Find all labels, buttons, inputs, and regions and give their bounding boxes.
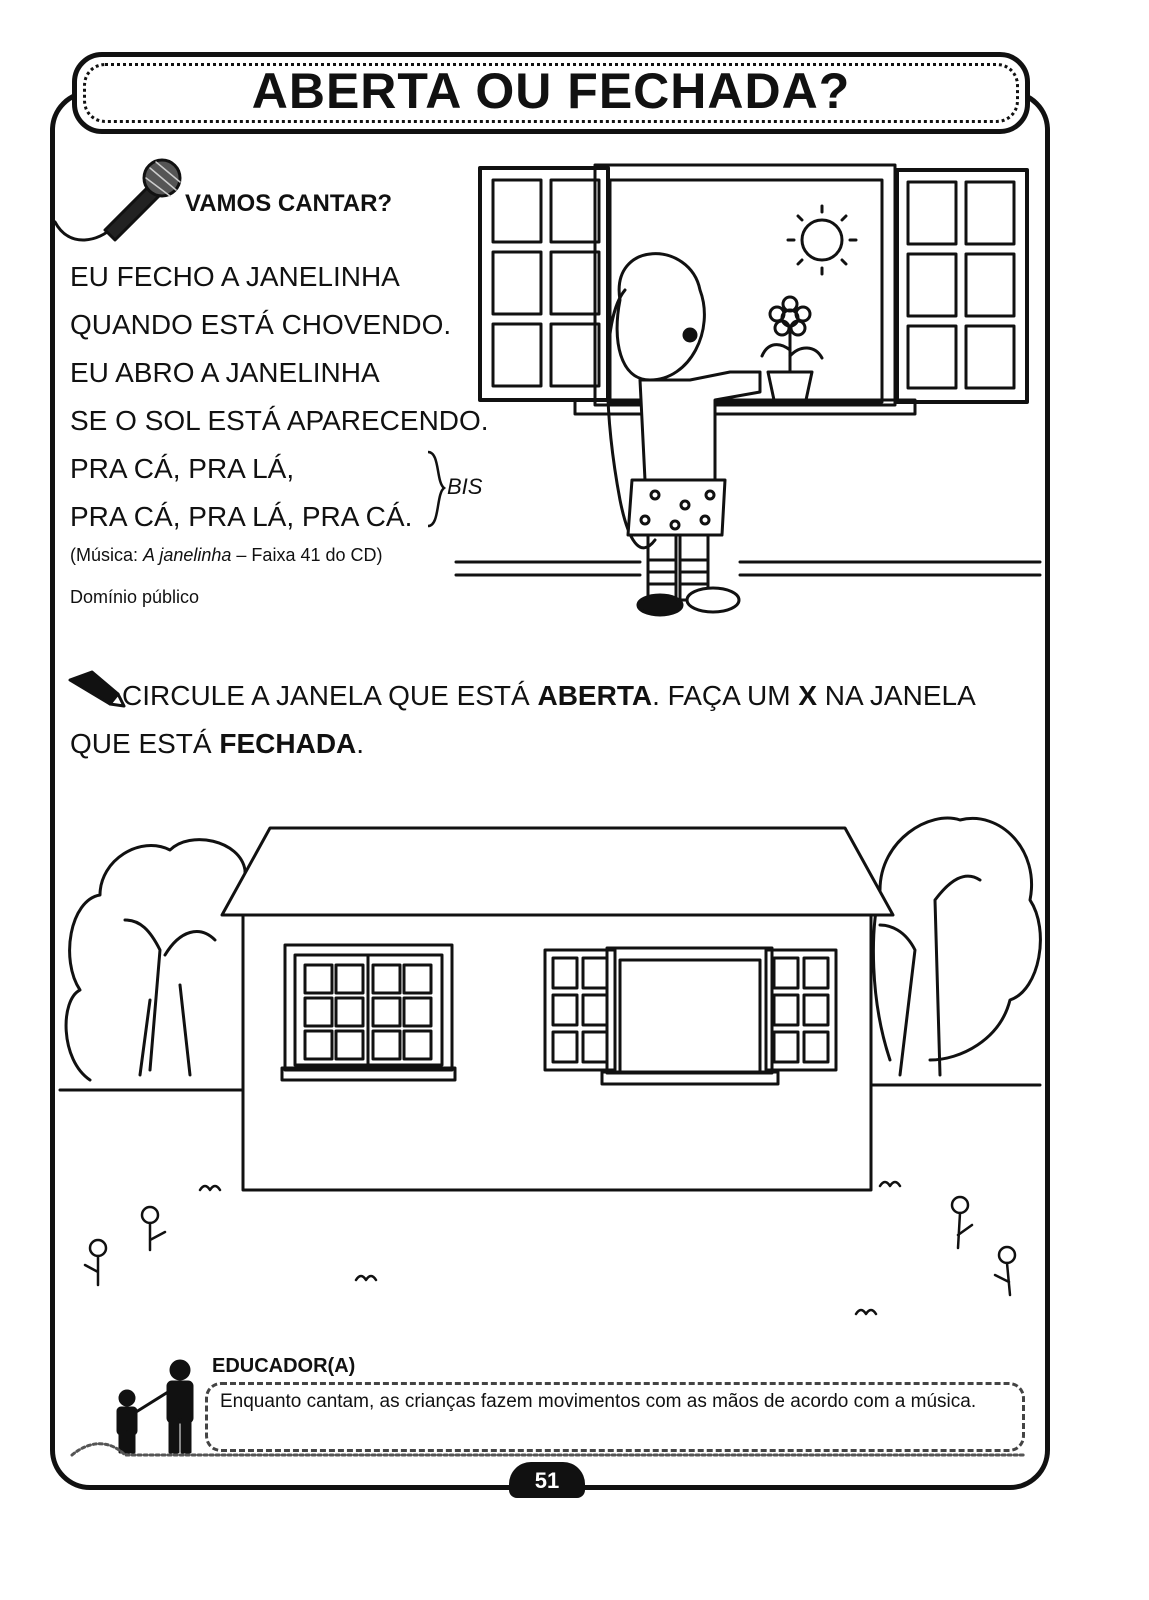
song-credit: (Música: A janelinha – Faixa 41 do CD) xyxy=(70,545,383,565)
educator-title: EDUCADOR(A) xyxy=(212,1355,356,1377)
lyric-line: EU FECHO A JANELINHA xyxy=(70,261,400,292)
lyric-line: SE O SOL ESTÁ APARECENDO. xyxy=(70,405,489,436)
lyric-line: PRA CÁ, PRA LÁ, PRA CÁ. xyxy=(70,501,413,532)
open-window-illustration xyxy=(456,165,1040,615)
repeat-mark: BIS xyxy=(447,474,483,499)
house-illustration xyxy=(60,818,1040,1314)
lyric-line: EU ABRO A JANELINHA xyxy=(70,357,380,388)
song-heading: VAMOS CANTAR? xyxy=(185,190,393,217)
educator-figures-icon xyxy=(118,1361,192,1452)
song-license: Domínio público xyxy=(70,587,200,607)
educator-note: Enquanto cantam, as crianças fazem movimentos com as mãos de acordo com a música. xyxy=(220,1391,977,1412)
page-number: 51 xyxy=(509,1462,585,1498)
page-title: ABERTA OU FECHADA? xyxy=(251,63,851,119)
microphone-icon xyxy=(55,160,180,240)
lyric-line: PRA CÁ, PRA LÁ, xyxy=(70,453,295,484)
lyric-line: QUANDO ESTÁ CHOVENDO. xyxy=(70,309,452,340)
activity-instruction: CIRCULE A JANELA QUE ESTÁ ABERTA. FAÇA UM X NA JANELA QUE ESTÁ FECHADA. xyxy=(70,680,975,759)
